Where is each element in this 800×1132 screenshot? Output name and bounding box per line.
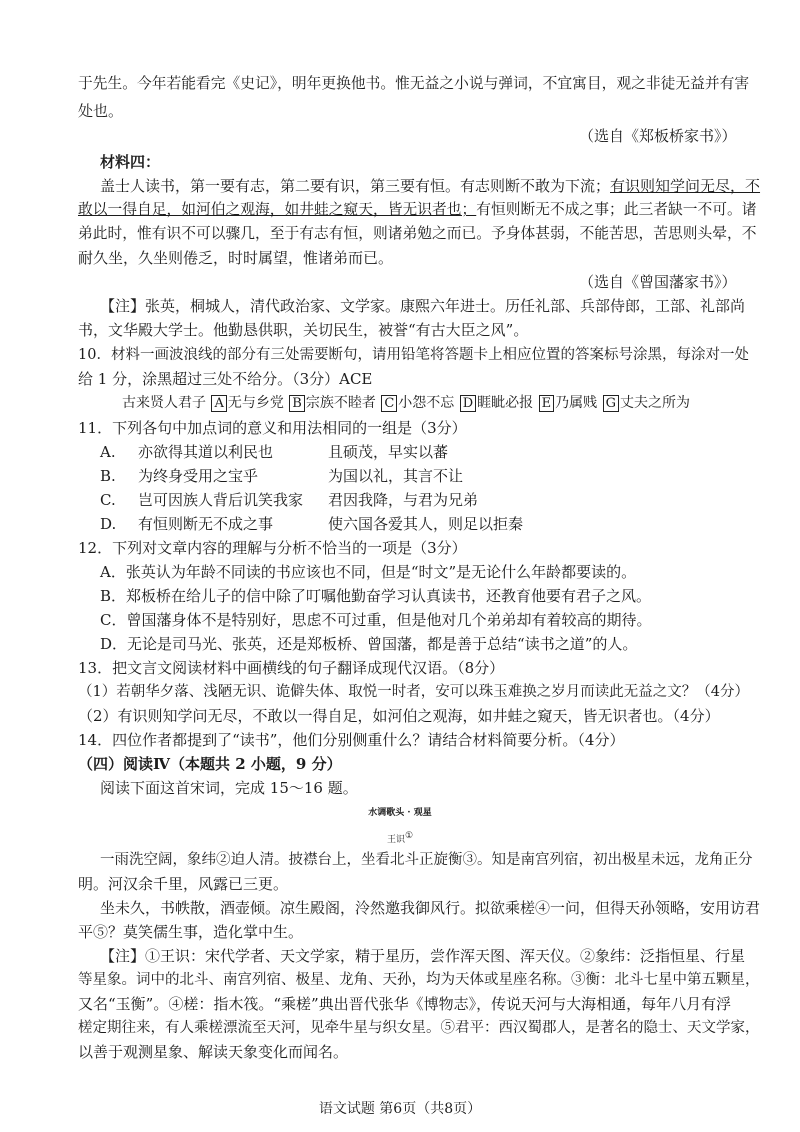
note-line: 【注】①王识：宋代学者、天文学家，精于星历，尝作浑天图、浑天仪。②象纬：泛指恒星、行星	[100, 947, 746, 965]
option-box-c[interactable]: C	[381, 395, 397, 412]
source-citation: （选自《郑板桥家书》）	[579, 127, 737, 145]
poem-line: 明。河汉余千里，风露已三更。	[78, 875, 289, 893]
question-12: 12．下列对文章内容的理解与分析不恰当的一项是（3分）	[78, 539, 467, 557]
segment: 睚眦必报	[477, 395, 534, 411]
option-col2: 为国以礼，其言不让	[328, 467, 464, 485]
poem-author-line	[0, 826, 800, 850]
question-11: 11．下列各句中加点词的意义和用法相同的一组是（3分）	[78, 419, 467, 437]
poem-line: 平⑤？莫笑儒生事，造化掌中生。	[78, 923, 304, 941]
note-line: 以善于观测星象、解读天象变化而闻名。	[78, 1043, 349, 1061]
sub-question-1: （1）若朝华夕落、浅陋无识、诡僻失体、取悦一时者，安可以珠玉难换之岁月而读此无益之文？（4分）	[78, 684, 749, 700]
section-heading: （四）阅读Ⅳ（本题共 2 小题，9 分）	[78, 755, 342, 773]
option-label: D.	[100, 515, 117, 533]
segment: 宗族不睦者	[305, 395, 376, 411]
option-row	[100, 514, 523, 534]
option-c: C．曾国藩身体不是特别好，思虑不可过重，但是他对几个弟弟却有着较高的期待。	[100, 611, 652, 629]
text-line	[78, 200, 757, 220]
option-col2: 君因我降，与君为兄弟	[328, 491, 479, 509]
option-a: A．张英认为年龄不同读的书应该也不同，但是“时文”是无论什么年龄都要读的。	[100, 563, 637, 581]
poem-title: 水调歌头 · 观星	[368, 808, 432, 818]
option-label: B.	[100, 467, 116, 485]
note-line: 槎定期往来，有人乘槎漂流至天河，见牵牛星与织女星。⑤君平：西汉蜀郡人，是著名的隐士、天文学家，	[78, 1020, 760, 1036]
note-line: 等星象。词中的北斗、南宫列宿、极星、龙角、天孙，均为天体或星座名称。③衡：北斗七星中第五颗星，	[78, 972, 760, 988]
underlined-span: 有识则知学问无尽，不	[610, 177, 761, 195]
poem-author: 王识	[386, 835, 405, 845]
option-row	[100, 442, 448, 462]
text-span: 盖士人读书，第一要有志，第二要有识，第三要有恒。有志则断不敢为下流；	[100, 177, 611, 195]
underlined-span: 敢以一得自足，如河伯之观海，如井蛙之窥天，皆无识者也；	[78, 201, 477, 218]
source-citation: （选自《曾国藩家书》）	[579, 273, 737, 291]
text-line	[100, 176, 760, 196]
option-row	[100, 466, 463, 486]
segment: 丈夫之所为	[619, 395, 690, 411]
footnote-mark: ①	[404, 831, 414, 841]
option-label: A.	[100, 443, 116, 461]
note-line: 书，文华殿大学士。他勤恳供职，关切民生，被誉“有古大臣之风”。	[78, 321, 529, 339]
option-box-e[interactable]: E	[539, 395, 555, 412]
note-line: 又名“玉衡”。④槎：指木筏。“乘槎”典出晋代张华《博物志》，传说天河与大海相通，每年八月有浮	[78, 995, 732, 1013]
page-footer: 语文试题 第6页（共8页）	[318, 1101, 482, 1117]
section-intro: 阅读下面这首宋词，完成 15～16 题。	[100, 779, 358, 797]
question-13: 13．把文言文阅读材料中画横线的句子翻译成现代汉语。（8分）	[78, 659, 505, 677]
text-line: 于先生。今年若能看完《史记》，明年更换他书。惟无益之小说与弹词，不宜寓目，观之非徒无益并有害	[78, 75, 750, 92]
option-col1: 为终身受用之宝乎	[138, 467, 259, 485]
material-heading: 材料四：	[100, 153, 161, 171]
sub-question-2: （2）有识则知学问无尽，不敢以一得自足，如河伯之观海，如井蛙之窥天，皆无识者也。（4分）	[78, 707, 720, 725]
text-line: 耐久坐，久坐则倦乏，时时属望，惟诸弟而已。	[78, 249, 394, 267]
option-box-a[interactable]: A	[211, 395, 226, 412]
option-row	[100, 490, 478, 510]
option-col1: 岂可因族人背后讥笑我家	[138, 491, 304, 509]
option-label: C.	[100, 491, 116, 509]
option-col2: 且硕茂，早实以蕃	[328, 443, 449, 461]
note-line: 【注】张英，桐城人，清代政治家、文学家。康熙六年进士。历任礼部、兵部侍郎，工部、礼部尚	[100, 297, 746, 315]
segment: 无与乡党	[227, 395, 284, 411]
poem-line: 一雨洗空阔，象纬②迫人清。披襟台上，坐看北斗正旋衡③。知是南宫列宿，初出极星未远，龙角正分	[100, 852, 753, 868]
option-box-g[interactable]: G	[603, 395, 619, 412]
option-col2: 使六国各爱其人，则足以拒秦	[328, 515, 524, 533]
option-b: B．郑板桥在给儿子的信中除了叮嘱他勤奋学习认真读书，还教育他要有君子之风。	[100, 587, 652, 605]
poem-line: 坐未久，书帙散，酒壶倾。凉生殿阁，泠然邀我御风行。拟欲乘槎④一问，但得天孙领略，安用访君	[100, 899, 761, 917]
option-d: D．无论是司马光、张英，还是郑板桥、曾国藩，都是善于总结“读书之道”的人。	[100, 635, 638, 653]
segment: 古来贤人君子	[122, 395, 206, 411]
option-box-d[interactable]: D	[460, 395, 476, 412]
segment: 小怨不忘	[398, 395, 455, 411]
text-line: 弟此时，惟有识不可以骤几，至于有志有恒，则诸弟勉之而已。予身体甚弱，不能苦思，苦思则头晕，不	[78, 225, 757, 242]
text-line: 处也。	[78, 102, 124, 120]
segment: 乃属贱	[555, 395, 598, 411]
text-span: 有恒则断无不成之事；此三者缺一不可。诸	[476, 201, 757, 218]
question-10: 10．材料一画波浪线的部分有三处需要断句，请用铅笔将答题卡上相应位置的答案标号涂黑，每涂对一处	[78, 347, 749, 363]
sentence-break-options	[122, 393, 690, 413]
option-box-b[interactable]: B	[289, 395, 305, 412]
question-14: 14．四位作者都提到了“读书”，他们分别侧重什么？请结合材料简要分析。（4分）	[78, 731, 625, 749]
option-col1: 亦欲得其道以利民也	[138, 443, 274, 461]
option-col1: 有恒则断无不成之事	[138, 515, 274, 533]
question-10-cont: 给 1 分，涂黑超过三处不给分。（3分）ACE	[78, 370, 373, 388]
